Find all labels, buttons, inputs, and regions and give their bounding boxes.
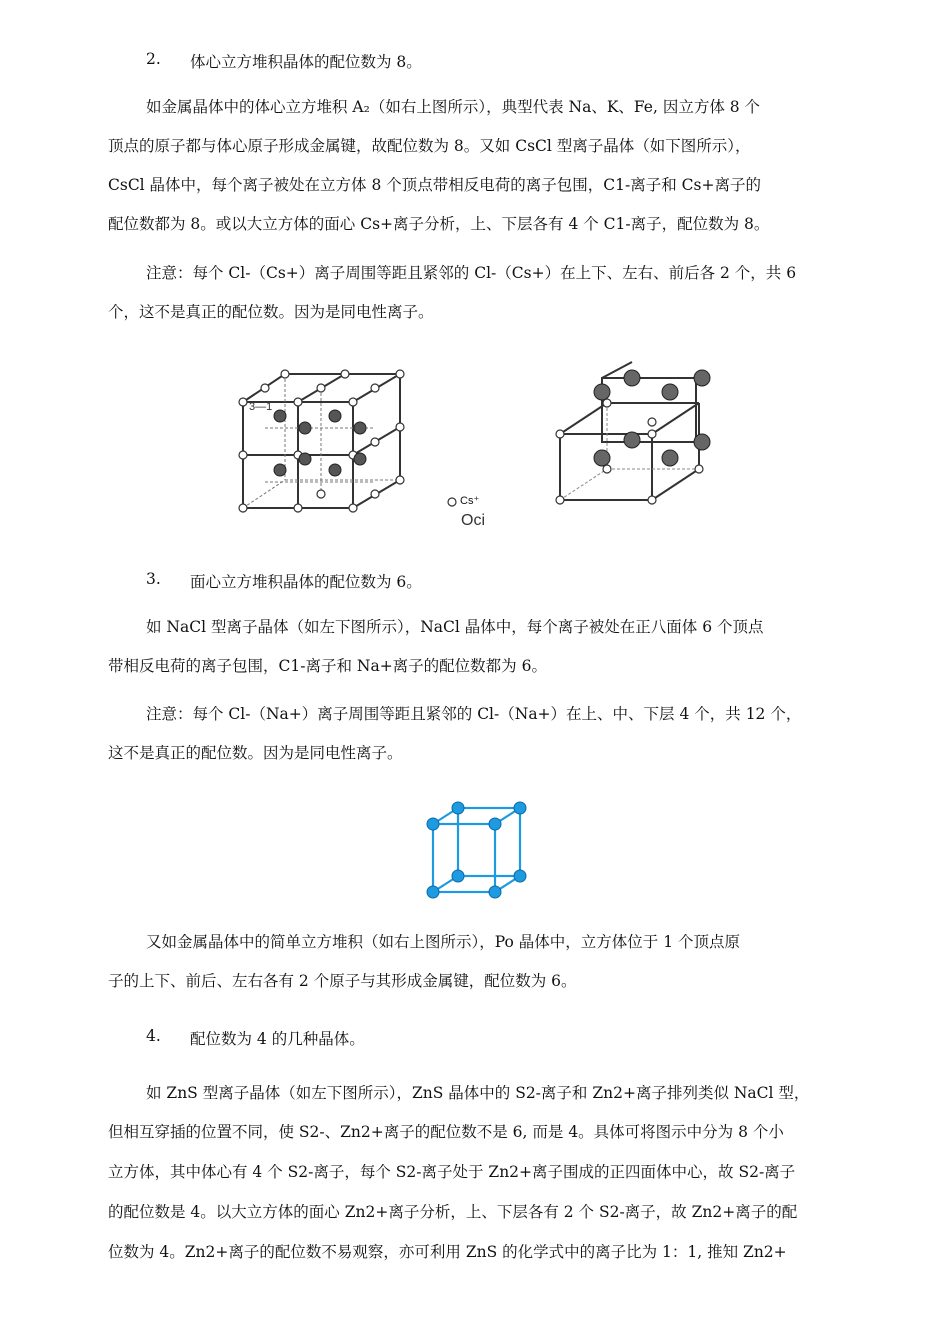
section-2-heading: 体心立方堆积晶体的配位数为 8。 bbox=[190, 53, 422, 71]
paragraph-line: 注意：每个 Cl-（Cs+）离子周围等距且紧邻的 Cl-（Cs+）在上下、左右、前后各 2 个，共 6 bbox=[146, 264, 797, 282]
legend-cs-marker bbox=[446, 496, 458, 508]
cscl-unit-cell-figure bbox=[552, 368, 717, 508]
section-2-number: 2. bbox=[146, 50, 161, 68]
paragraph-line: 立方体，其中体心有 4 个 S2-离子，每个 S2-离子处于 Zn2+离子围成的正四面体中心，故 S2-离子 bbox=[108, 1163, 796, 1181]
section-4-number: 4. bbox=[146, 1027, 161, 1045]
paragraph-line: 顶点的原子都与体心原子形成金属键，故配位数为 8。又如 CsCl 型离子晶体（如下图所示）， bbox=[108, 137, 751, 155]
legend-cl-label: Oci bbox=[461, 512, 485, 529]
paragraph-line: 这不是真正的配位数。因为是同电性离子。 bbox=[108, 744, 403, 762]
paragraph-line: 如 NaCl 型离子晶体（如左下图所示），NaCl 晶体中，每个离子被处在正八面体 6 个顶点 bbox=[146, 618, 764, 636]
paragraph-line: 配位数都为 8。或以大立方体的面心 Cs+离子分析，上、下层各有 4 个 C1-离子，配位数为 8。 bbox=[108, 215, 770, 233]
section-4-heading: 配位数为 4 的几种晶体。 bbox=[190, 1030, 365, 1048]
cscl-lattice-figure bbox=[235, 362, 415, 522]
paragraph-line: 个，这不是真正的配位数。因为是同电性离子。 bbox=[108, 303, 434, 321]
paragraph-line: 但相互穿插的位置不同，使 S2-、Zn2+离子的配位数不是 6, 而是 4。具体可将图示中分为 8 个小 bbox=[108, 1123, 784, 1141]
simple-cubic-figure bbox=[423, 800, 531, 904]
paragraph-line: 如 ZnS 型离子晶体（如左下图所示），ZnS 晶体中的 S2-离子和 Zn2+离子排列类似 NaCl 型， bbox=[146, 1084, 810, 1102]
paragraph-line: 子的上下、前后、左右各有 2 个原子与其形成金属键，配位数为 6。 bbox=[108, 972, 577, 990]
section-3-heading: 面心立方堆积晶体的配位数为 6。 bbox=[190, 573, 422, 591]
section-3-number: 3. bbox=[146, 570, 161, 588]
paragraph-line: CsCl 晶体中，每个离子被处在立方体 8 个顶点带相反电荷的离子包围，C1-离子和 Cs+离子的 bbox=[108, 176, 761, 194]
paragraph-line: 位数为 4。Zn2+离子的配位数不易观察，亦可利用 ZnS 的化学式中的离子比为 1：1, 推知 Zn2+ bbox=[108, 1243, 787, 1261]
paragraph-line: 带相反电荷的离子包围，C1-离子和 Na+离子的配位数都为 6。 bbox=[108, 657, 547, 675]
paragraph-line: 注意：每个 Cl-（Na+）离子周围等距且紧邻的 Cl-（Na+）在上、中、下层 4 个，共 12 个， bbox=[146, 705, 802, 723]
figure-label: 3—1 bbox=[249, 401, 273, 413]
legend-cs-label: Cs⁺ bbox=[460, 495, 480, 507]
paragraph-line: 的配位数是 4。以大立方体的面心 Zn2+离子分析，上、下层各有 2 个 S2-离子，故 Zn2+离子的配 bbox=[108, 1203, 798, 1221]
paragraph-line: 如金属晶体中的体心立方堆积 A₂（如右上图所示），典型代表 Na、K、Fe, 因立方体 8 个 bbox=[146, 98, 761, 116]
paragraph-line: 又如金属晶体中的简单立方堆积（如右上图所示），Po 晶体中，立方体位于 1 个顶点原 bbox=[146, 933, 741, 951]
